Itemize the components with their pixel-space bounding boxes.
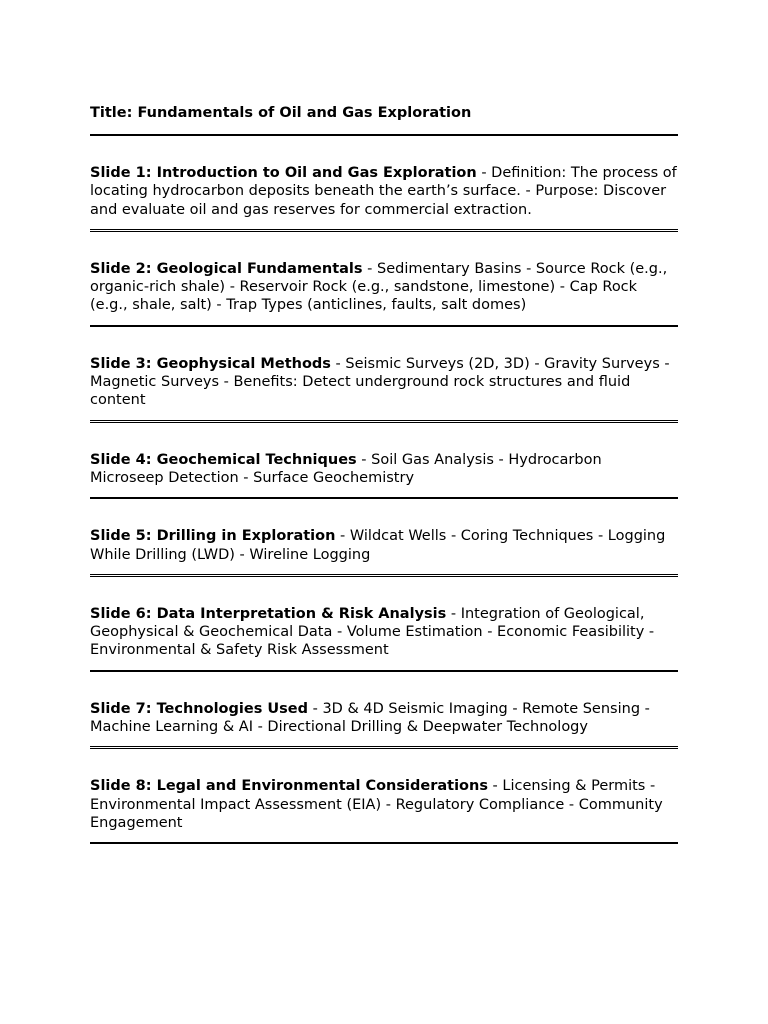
slide-7-body: - 3D & 4D Seismic Imaging - Remote Sensing - Machine Learning & AI - Directional Drilling & Deepwater Technology — [90, 700, 650, 736]
slide-1-body: - Definition: The process of locating hydrocarbon deposits beneath the earth’s surface. - Purpose: Discover and evaluate oil and gas reserves for commercial extraction. — [90, 165, 677, 218]
slide-5-section — [90, 499, 678, 577]
slide-7-section — [90, 672, 678, 750]
slide-1-heading: Slide 1: Introduction to Oil and Gas Exploration — [90, 165, 477, 181]
slide-5-heading: Slide 5: Drilling in Exploration — [90, 528, 336, 545]
slide-2-section — [90, 232, 678, 327]
slide-6-body: - Integration of Geological, Geophysical & Geochemical Data - Volume Estimation - Economic Feasibility - Environmental & Safety Risk Assessment — [90, 605, 655, 659]
slide-6-heading: Slide 6: Data Interpretation & Risk Analysis — [90, 605, 447, 622]
slide-4-body: - Soil Gas Analysis - Hydrocarbon Microseep Detection - Surface Geochemistry — [90, 451, 602, 486]
slide-7-heading: Slide 7: Technologies Used — [90, 700, 308, 717]
slide-5-body: - Wildcat Wells - Coring Techniques - Logging While Drilling (LWD) - Wireline Logging — [90, 528, 666, 563]
slide-3-section — [90, 327, 678, 423]
slide-3-body: - Seismic Surveys (2D, 3D) - Gravity Surveys - Magnetic Surveys - Benefits: Detect underground rock structures and fluid content — [90, 355, 670, 409]
slide-8-heading: Slide 8: Legal and Environmental Considerations — [90, 778, 488, 795]
slide-4-heading: Slide 4: Geochemical Techniques — [90, 451, 357, 468]
slide-2-heading: Slide 2: Geological Fundamentals — [90, 260, 363, 277]
slide-1-section — [90, 136, 678, 232]
slide-8-section — [90, 749, 678, 844]
slide-6-section — [90, 577, 678, 672]
slide-4-section — [90, 423, 678, 500]
slide-2-body: - Sedimentary Basins - Source Rock (e.g., organic-rich shale) - Reservoir Rock (e.g., sandstone, limestone) - Cap Rock (e.g., shale, salt) - Trap Types (anticlines, faults, salt domes) — [90, 260, 668, 314]
slide-3-heading: Slide 3: Geophysical Methods — [90, 355, 331, 372]
slide-8-body: - Licensing & Permits - Environmental Impact Assessment (EIA) - Regulatory Compliance - Community Engagement — [90, 778, 663, 831]
document-title: Title: Fundamentals of Oil and Gas Exploration — [90, 104, 678, 136]
